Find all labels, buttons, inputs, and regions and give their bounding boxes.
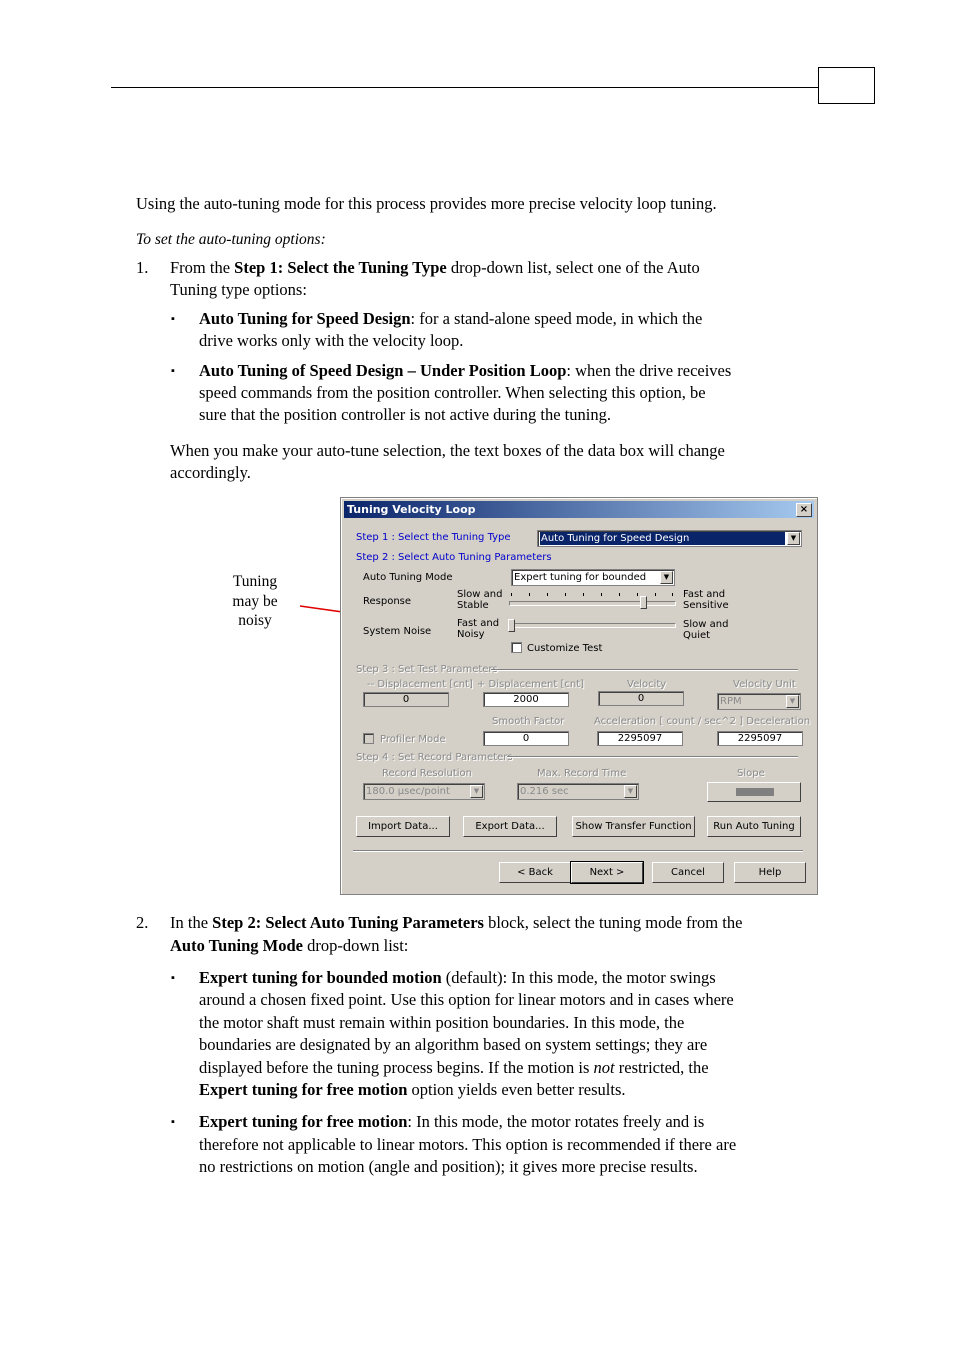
plus-displacement-field[interactable]: 2000 <box>483 692 569 707</box>
bullet4-line2: therefore not applicable to linear motors. This option is recommended if there are <box>199 1135 737 1154</box>
note-line1: When you make your auto-tune selection, the text boxes of the data box will change <box>170 441 725 460</box>
chevron-down-icon: ▼ <box>787 532 800 545</box>
help-button[interactable]: Help <box>734 862 806 883</box>
back-button[interactable]: < Back <box>499 862 571 883</box>
run-auto-tuning-button[interactable]: Run Auto Tuning <box>707 816 801 837</box>
bullet1-line2: drive works only with the velocity loop. <box>199 331 464 350</box>
acceleration-deceleration-label: Acceleration [ count / sec^2 ] Deceleration <box>594 716 811 727</box>
step3-label: Step 3 : Set Test Parameters <box>356 664 498 675</box>
bullet-marker: ▪ <box>171 1116 175 1128</box>
close-icon[interactable]: × <box>796 503 812 517</box>
chevron-down-icon: ▼ <box>660 571 673 584</box>
cancel-button[interactable]: Cancel <box>652 862 724 883</box>
auto-tuning-mode-select[interactable] <box>511 569 675 586</box>
step4-divider <box>507 756 798 758</box>
slider-tick <box>565 593 566 596</box>
import-data-button[interactable]: Import Data... <box>356 816 450 837</box>
slider-tick <box>672 593 673 596</box>
fast-sensitive-label: Fast and Sensitive <box>683 589 729 611</box>
system-noise-slider[interactable] <box>509 623 676 628</box>
customize-test-checkbox[interactable] <box>511 642 522 653</box>
tuning-type-select[interactable] <box>537 530 802 547</box>
slider-tick <box>529 593 530 596</box>
chevron-down-icon: ▼ <box>470 785 483 798</box>
auto-tuning-mode-label: Auto Tuning Mode <box>363 572 453 583</box>
bullet3-line3: the motor shaft must remain within position boundaries. In this mode, the <box>199 1013 685 1032</box>
customize-test-label: Customize Test <box>527 643 603 654</box>
fast-noisy-label: Fast and Noisy <box>457 618 500 640</box>
response-slider[interactable] <box>509 601 676 606</box>
slope-indicator <box>736 788 774 796</box>
bullet3-line4: boundaries are designated by an algorithm based on system settings; they are <box>199 1035 708 1054</box>
step1-number: 1. <box>136 258 149 277</box>
slider-tick <box>547 593 548 596</box>
minus-displacement-label: -- Displacement [cnt] <box>367 679 473 690</box>
chevron-down-icon: ▼ <box>624 785 637 798</box>
slider-tick <box>583 593 584 596</box>
velocity-unit-value: RPM <box>720 696 742 707</box>
show-transfer-function-button[interactable]: Show Transfer Function <box>572 816 695 837</box>
callout-line: Tuning <box>232 573 278 590</box>
velocity-unit-label: Velocity Unit <box>733 679 796 690</box>
step2-number: 2. <box>136 913 149 932</box>
bullet4-line3: no restrictions on motion (angle and position); it gives more precise results. <box>199 1157 698 1176</box>
bullet3-line5: displayed before the tuning process begins. If the motion is not restricted, the <box>199 1058 709 1077</box>
slider-tick <box>511 593 512 596</box>
step1-line2: Tuning type options: <box>170 280 307 299</box>
callout-line: noisy <box>238 612 272 629</box>
max-record-time-value: 0.216 sec <box>520 786 569 797</box>
dialog-title: Tuning Velocity Loop <box>347 503 476 516</box>
tuning-velocity-loop-dialog <box>340 497 818 895</box>
slow-quiet-label: Slow and Quiet <box>683 619 729 641</box>
dialog-titlebar <box>344 501 814 518</box>
system-noise-label: System Noise <box>363 626 432 637</box>
record-resolution-value: 180.0 µsec/point <box>366 786 450 797</box>
export-data-button[interactable]: Export Data... <box>463 816 557 837</box>
step2-label: Step 2 : Select Auto Tuning Parameters <box>356 552 552 563</box>
slow-stable-label: Slow and Stable <box>457 589 503 611</box>
procedure-title: To set the auto-tuning options: <box>136 231 326 248</box>
deceleration-field[interactable]: 2295097 <box>717 731 803 746</box>
auto-tuning-mode-value: Expert tuning for bounded <box>514 572 647 583</box>
velocity-unit-select[interactable] <box>717 693 801 710</box>
smooth-factor-field[interactable]: 0 <box>483 731 569 746</box>
profiler-mode-checkbox[interactable] <box>363 733 374 744</box>
slider-tick <box>601 593 602 596</box>
step2-line2: Auto Tuning Mode drop-down list: <box>170 936 409 955</box>
velocity-label: Velocity <box>627 679 667 690</box>
callout-line: may be <box>232 592 278 610</box>
bullet3-line1: Expert tuning for bounded motion (default): In this mode, the motor swings <box>199 968 716 987</box>
step2-line1: In the Step 2: Select Auto Tuning Parameters block, select the tuning mode from the <box>170 913 743 932</box>
chevron-down-icon: ▼ <box>786 695 799 708</box>
slider-tick <box>655 593 656 596</box>
bullet-marker: ▪ <box>171 365 175 377</box>
smooth-factor-label: Smooth Factor <box>492 716 565 727</box>
slider-tick <box>619 593 620 596</box>
record-resolution-label: Record Resolution <box>382 768 472 779</box>
bullet-marker: ▪ <box>171 972 175 984</box>
bottom-divider <box>353 850 803 852</box>
max-record-time-select[interactable] <box>517 783 639 800</box>
next-button[interactable]: Next > <box>571 862 643 883</box>
bullet2-line3: sure that the position controller is not active during the tuning. <box>199 405 611 424</box>
bullet4-line1: Expert tuning for free motion: In this mode, the motor rotates freely and is <box>199 1112 705 1131</box>
slope-label: Slope <box>737 768 765 779</box>
bullet2-line2: speed commands from the position controller. When selecting this option, be <box>199 383 706 402</box>
acceleration-field[interactable]: 2295097 <box>597 731 683 746</box>
response-slider-thumb[interactable] <box>640 596 647 609</box>
bullet-marker: ▪ <box>171 313 175 325</box>
step4-label: Step 4 : Set Record Parameters <box>356 752 513 763</box>
note-line2: accordingly. <box>170 463 251 482</box>
slope-button[interactable] <box>707 782 801 802</box>
response-label: Response <box>363 596 412 607</box>
bullet3-line6: Expert tuning for free motion option yields even better results. <box>199 1080 626 1099</box>
record-resolution-select[interactable] <box>363 783 485 800</box>
bullet1-line1: Auto Tuning for Speed Design: for a stand-alone speed mode, in which the <box>199 309 703 328</box>
step1-label: Step 1 : Select the Tuning Type <box>356 532 511 543</box>
step1-line1: From the Step 1: Select the Tuning Type drop-down list, select one of the Auto <box>170 258 700 277</box>
max-record-time-label: Max. Record Time <box>537 768 627 779</box>
bullet3-line2: around a chosen fixed point. Use this option for linear motors and in cases where <box>199 990 734 1009</box>
plus-displacement-label: + Displacement [cnt] <box>477 679 585 690</box>
velocity-field[interactable]: 0 <box>598 691 684 706</box>
step3-divider <box>491 669 798 671</box>
bullet2-line1: Auto Tuning of Speed Design – Under Position Loop: when the drive receives <box>199 361 732 380</box>
intro-paragraph: Using the auto-tuning mode for this process provides more precise velocity loop tuning. <box>136 194 717 213</box>
minus-displacement-field[interactable]: 0 <box>363 692 449 707</box>
system-noise-slider-thumb[interactable] <box>508 619 515 632</box>
profiler-mode-label: Profiler Mode <box>380 734 446 745</box>
slider-tick <box>637 593 638 596</box>
tuning-type-value: Auto Tuning for Speed Design <box>540 532 785 545</box>
